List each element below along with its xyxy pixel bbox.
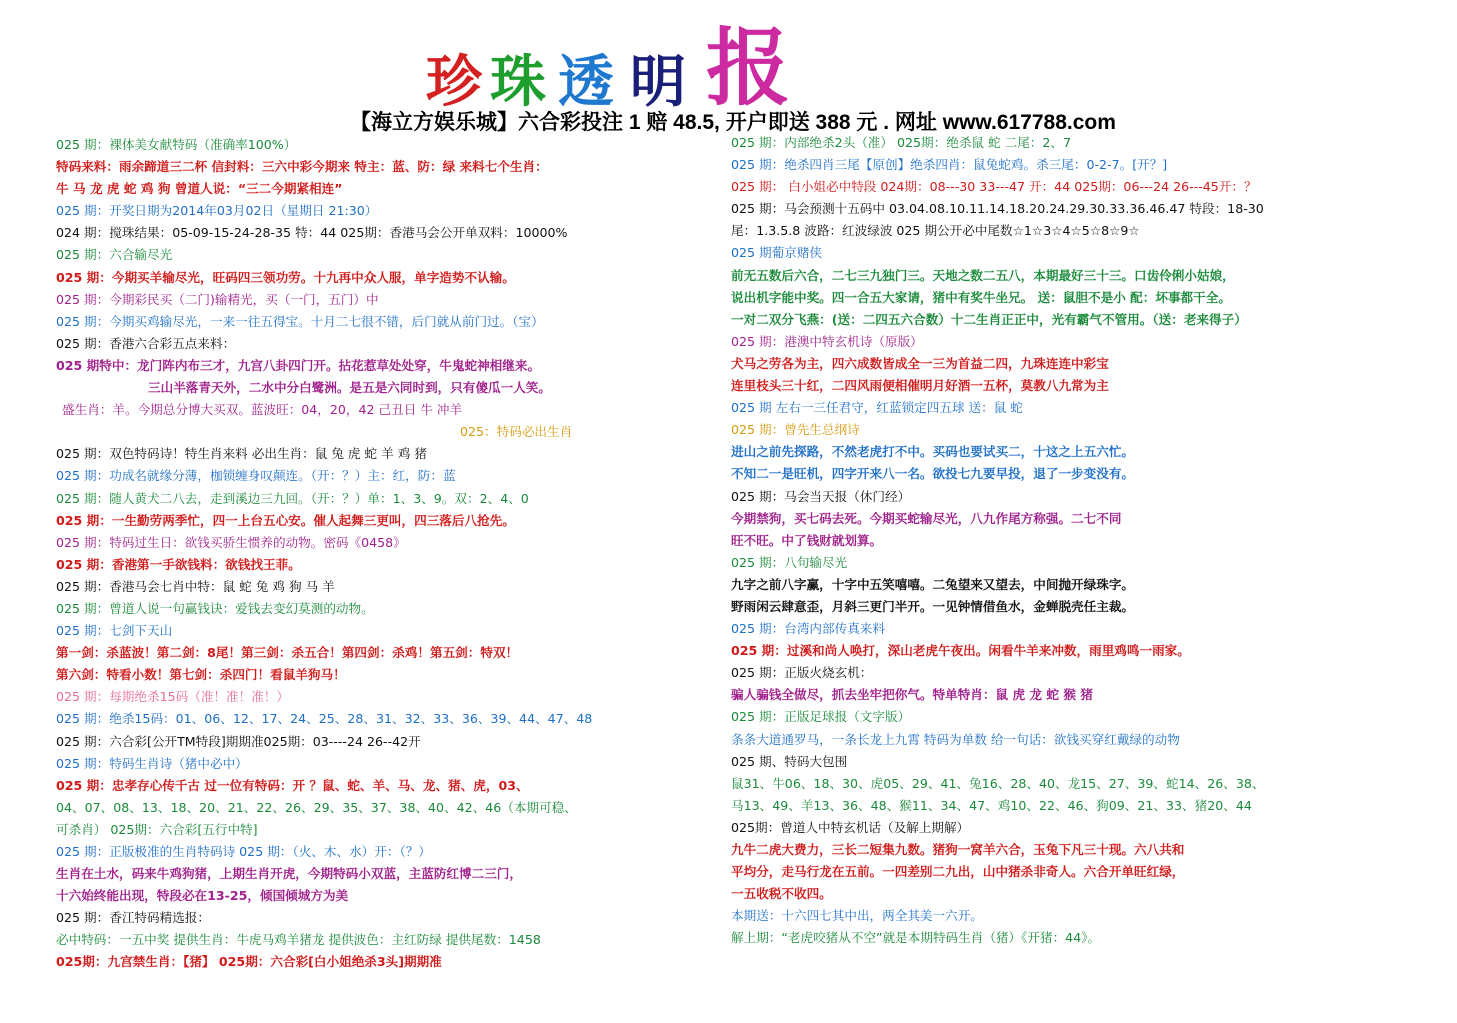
text-line: 旺不旺。中了钱财就划算。 (731, 532, 883, 548)
text-line: 第六剑：特看小数！第七剑：杀四门！看鼠羊狗马！ (56, 667, 346, 683)
right-column (731, 132, 1431, 949)
text-line: 025期：九宫禁生肖：【猪】 025期：六合彩[白小姐绝杀3头]期期准 (56, 954, 442, 970)
text-line: 025 期：曾先生总纲诗 (731, 422, 860, 438)
text-line: 特码来料：雨余蹄道三二杯 信封料：三六中彩今期来 特主：蓝、防：绿 来料七个生肖： (56, 159, 548, 175)
text-line: 025 期：七剑下天山 (56, 623, 173, 639)
text-line: 025 期：特码过生日：欲钱买骄生惯养的动物。密码《0458》 (56, 534, 406, 550)
text-line: 025 期：正版火烧玄机： (731, 665, 873, 681)
advertisement-banner: 【海立方娱乐城】六合彩投注 1 赔 48.5, 开户即送 388 元 . 网址 www.617788.com (350, 111, 1116, 134)
text-line: 025 期：绝杀15码：01、06、12、17、24、25、28、31、32、33、36、39、44、47、48 (56, 711, 593, 727)
text-line: 前无五数后六合，二七三九独门三。天地之数二五八，本期最好三十三。口齿伶俐小姑娘， (731, 267, 1235, 283)
text-line: 野雨闲云肆意歪，月斜三更门半开。一见钟情借鱼水，金蝉脱壳任主裁。 (731, 598, 1134, 614)
text-line: 025 期：今期买羊输尽光，旺码四三领功劳。十九再中众人服，单字造势不认输。 (56, 269, 515, 285)
title-char: 珠 (490, 49, 546, 115)
text-line: 025 期：裸体美女献特码（准确率100%） (56, 137, 297, 152)
text-line: 025 期：港澳中特玄机诗（原版） (731, 333, 923, 349)
text-line: 025 期：过溪和尚人唤打，深山老虎午夜出。闲看牛羊来冲数，雨里鸡鸣一雨家。 (731, 643, 1190, 659)
text-line: 025 期：香江特码精选报： (56, 910, 210, 926)
text-line: 025 期特中：龙门阵内布三才，九宫八卦四门开。拈花惹草处处穿，牛鬼蛇神相继来。 (56, 357, 541, 373)
text-line: 025 期：内部绝杀2头（准） 025期：绝杀鼠 蛇 二尾：2、7 (731, 135, 1072, 150)
text-line: 可杀肖） 025期：六合彩[五行中特] (56, 821, 258, 837)
text-line: 一对二双分飞燕：(送：二四五六合数）十二生肖正正中，光有霸气不管用。（送：老来得子） (731, 311, 1247, 327)
page-title (426, 18, 791, 117)
text-line: 025 期：香港马会七肖中特：鼠 蛇 兔 鸡 狗 马 羊 (56, 578, 335, 594)
title-char: 报 (706, 18, 791, 117)
text-line: 马13、49、羊13、36、48、猴11、34、47、鸡10、22、46、狗09、21、33、猪20、44 (731, 797, 1252, 813)
text-line: 025 期葡京赌侠 (731, 245, 823, 261)
text-line: 025 期：特码生肖诗（猪中必中） (56, 755, 248, 771)
text-line: 本期送：十六四七其中出，两全其美一六开。 (731, 908, 983, 924)
text-line: 条条大道通罗马，一条长龙上九霄 特码为单数 给一句话：欲钱买穿红戴绿的动物 (731, 731, 1180, 747)
title-char: 明 (630, 49, 686, 115)
text-line: 必中特码：一五中奖 提供生肖：牛虎马鸡羊猪龙 提供波色：主红防绿 提供尾数：1458 (56, 932, 541, 948)
text-line: 025 期： 白小姐必中特段 024期：08---30 33---47 开：44 025期：06---24 26---45开：？ (731, 179, 1257, 195)
text-line: 025 期：忠孝存心传千古 过一位有特码：开 ？鼠、蛇、羊、马、龙、猪、虎，03、 (56, 777, 529, 793)
text-line: 盛生肖：羊。今期总分博大买双。蓝波旺：04，20，42 己丑日 牛 冲羊 (62, 402, 463, 418)
text-line: 平均分，走马行龙在五前。一四差别二九出，山中猪杀非奇人。六合开单旺红绿， (731, 864, 1185, 880)
text-line: 025 期：马会预测十五码中 03.04.08.10.11.14.18.20.24.29.30.33.36.46.47 特段：18-30 (731, 201, 1264, 217)
text-line: 025 期：一生勤劳两季忙，四一上台五心安。催人起舞三更叫，四三落后八抢先。 (56, 512, 515, 528)
text-line: 024 期：搅珠结果：05-09-15-24-28-35 特：44 025期：香港马会公开单双料：10000% (56, 225, 568, 241)
left-column (56, 134, 716, 974)
text-line: 说出机字能中奖。四一合五大家请，猪中有奖牛坐兄。 送：鼠胆不是小 配：坏事都干全。 (731, 289, 1231, 305)
text-line: 今期禁狗，买七码去死。今期买蛇输尽光，八九作尾方称强。二七不同 (731, 510, 1122, 526)
text-line: 025 期：双色特码诗！特生肖来料 必出生肖：鼠 兔 虎 蛇 羊 鸡 猪 (56, 446, 427, 462)
text-line: 025 期：香港第一手欲钱料：欲钱找王菲。 (56, 556, 301, 572)
text-line: 一五收税不收四。 (731, 886, 832, 902)
text-line: 生肖在土水，码来牛鸡狗猪，上期生肖开虎，今期特码小双蓝，主蓝防红博二三门， (56, 866, 522, 882)
text-line: 025 期：开奖日期为2014年03月02日（星期日 21:30） (56, 203, 378, 219)
text-line: 025 期、特码大包围 (731, 753, 848, 769)
text-line: 025 期：曾道人说一句赢钱诀：爱钱去变幻莫测的动物。 (56, 600, 374, 616)
text-line: 025 期：随人黄犬二八去，走到溪边三九回。（开：？）单：1、3、9。双：2、4、0 (56, 490, 529, 506)
text-line: 骗人骗钱全做尽，抓去坐牢把你气。特单特肖：鼠 虎 龙 蛇 猴 猪 (731, 687, 1093, 703)
title-char: 透 (558, 49, 614, 115)
text-line: 025 期：功成名就缘分薄，枷锁缠身叹颠连。（开：？）主：红，防：蓝 (56, 468, 456, 484)
text-line: 025 期：八句输尽光 (731, 554, 848, 570)
text-line: 025：特码必出生肖 (460, 424, 573, 440)
text-line: 025 期：正版足球报（文字版） (731, 709, 911, 725)
text-line: 鼠31、牛06、18、30、虎05、29、41、兔16、28、40、龙15、27、39、蛇14、26、38、 (731, 775, 1265, 791)
text-line: 025 期：每期绝杀15码（准！准！准！） (56, 689, 289, 705)
text-line: 025期：曾道人中特玄机话（及解上期解） (731, 819, 970, 835)
text-line: 025 期：香港六合彩五点来料： (56, 335, 236, 351)
text-line: 解上期：“老虎咬猪从不空”就是本期特码生肖（猪）《开猪：44》。 (731, 930, 1101, 946)
text-line: 十六始终能出现，特段必在13-25，倾国倾城方为美 (56, 888, 349, 904)
text-line: 犬马之劳各为主，四六成数皆成全一三为首益二四，九珠连连中彩宝 (731, 355, 1109, 371)
text-line: 025 期：台湾内部传真来料 (731, 621, 885, 637)
text-line: 025 期：今期买鸡输尽光，一来一往五得宝。十月二七很不错，后门就从前门过。（宝） (56, 313, 544, 329)
text-line: 九字之前八字赢，十字中五笑嘻嘻。二兔望来又望去，中间抛开绿珠字。 (731, 576, 1134, 592)
text-line: 不知二一是旺机，四字开来八一名。欲投七九要早投，退了一步变没有。 (731, 466, 1134, 482)
text-line: 025 期：今期彩民买（二门)输精光，买（一门，五门）中 (56, 291, 379, 307)
text-line: 025 期：绝杀四肖三尾【原创】绝杀四肖：鼠兔蛇鸡。杀三尾：0-2-7。[开？] (731, 157, 1168, 173)
text-line: 连里枝头三十红，二四风雨便相催明月好酒一五杯，莫教八九常为主 (731, 378, 1109, 394)
text-line: 第一剑：杀蓝波！第二剑：8尾！第三剑：杀五合！第四剑：杀鸡！第五剑：特双！ (56, 645, 519, 661)
text-line: 进山之前先探路，不然老虎打不中。买码也要试买二，十这之上五六忙。 (731, 444, 1134, 460)
text-line: 025 期：马会当天报（休门经） (731, 488, 911, 504)
title-char: 珍 (426, 49, 482, 115)
text-line: 025 期：六合输尽光 (56, 247, 173, 263)
text-line: 九牛二虎大费力，三长二短集九数。猪狗一窝羊六合，玉兔下凡三十现。六八共和 (731, 842, 1185, 857)
text-line: 04、07、08、13、18、20、21、22、26、29、35、37、38、40、42、46（本期可稳、 (56, 799, 577, 815)
text-line: 尾：1.3.5.8 波路：红波绿波 025 期公开必中尾数☆1☆3☆4☆5☆8☆9☆ (731, 223, 1140, 239)
text-line: 三山半落青天外，二水中分白鹭洲。是五是六同时到，只有傻瓜一人笑。 (148, 380, 551, 396)
text-line: 025 期：正版极准的生肖特码诗 025 期：（火、木、水）开：（？） (56, 844, 431, 859)
text-line: 025 期：六合彩[公开TM特段]期期准025期：03----24 26--42开 (56, 733, 421, 749)
text-line: 025 期 左右一三任君守，红蓝锁定四五球 送：鼠 蛇 (731, 400, 1023, 416)
text-line: 牛 马 龙 虎 蛇 鸡 狗 曾道人说：“三二今期紧相连” (56, 181, 343, 197)
